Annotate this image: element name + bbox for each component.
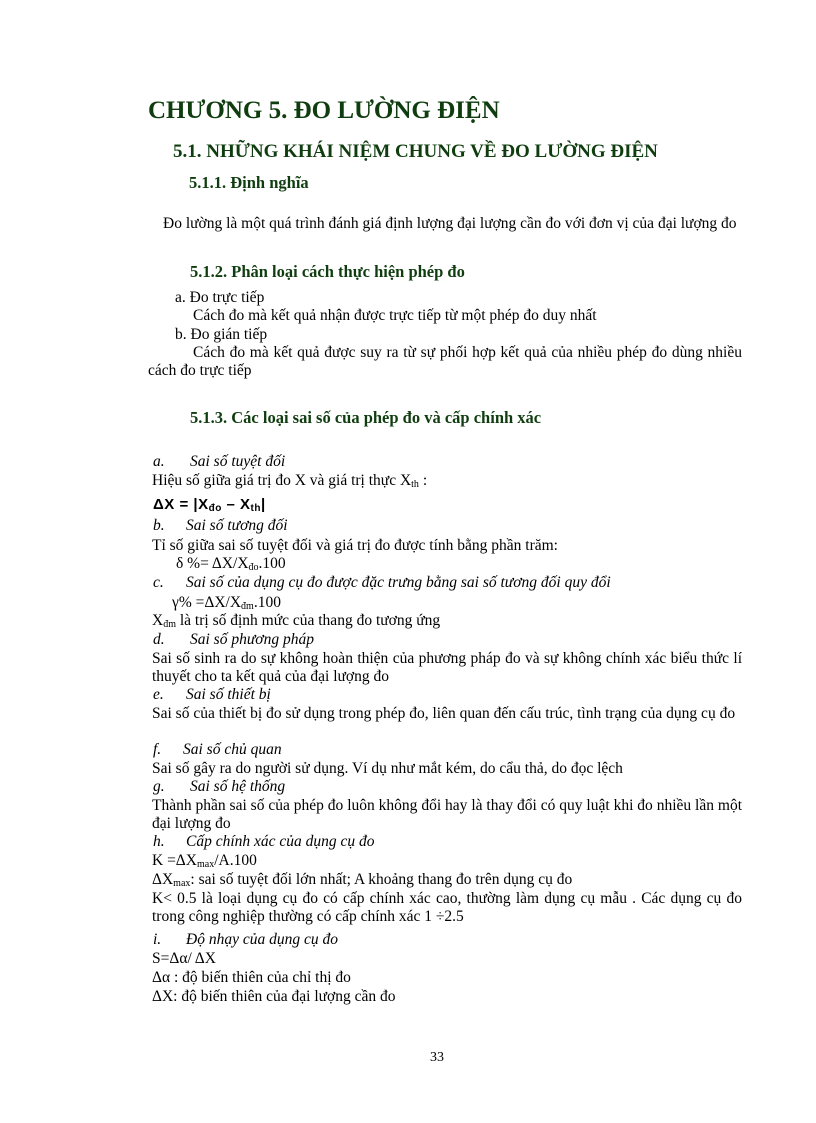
- subsection-heading-errors: 5.1.3. Các loại sai số của phép đo và cấp chính xác: [190, 408, 542, 427]
- device-error-title: Sai số thiết bị: [186, 686, 271, 703]
- relative-error-title: Sai số tương đối: [186, 517, 288, 534]
- accuracy-class-title: Cấp chính xác của dụng cụ đo: [186, 833, 375, 850]
- accuracy-class-text: K< 0.5 là loại dụng cụ đo có cấp chính xác cao, thường làm dụng cụ mẫu . Các dụng cụ đo trong công nghiệp thường có cấp chính xác 1 ÷2.5: [152, 890, 742, 925]
- item-label-h: h.: [153, 833, 165, 850]
- instrument-error-title: Sai số của dụng cụ đo được đặc trưng bằng sai số tương đối quy đổi: [186, 574, 611, 591]
- item-label-g: g.: [153, 778, 165, 795]
- definition-paragraph: Đo lường là một quá trình đánh giá định lượng đại lượng cần đo với đơn vị của đại lượng đo: [163, 215, 737, 232]
- absolute-error-formula: $\Delta X = |X_{đo} - X_{th}|$: [153, 496, 266, 514]
- max-error-note: $\Delta X_{max}$: sai số tuyệt đối lớn nhất; A khoảng thang đo trên dụng cụ đo: [152, 871, 573, 889]
- indicator-variation-note: Δα : độ biến thiên của chỉ thị đo: [152, 969, 351, 986]
- item-label-d: d.: [153, 631, 165, 648]
- quantity-variation-note: ΔX: độ biến thiên của đại lượng cần đo: [152, 988, 396, 1005]
- rated-value-note: $X_{đm}$ là trị số định mức của thang đo tương ứng: [152, 612, 441, 630]
- reduced-error-formula: $\gamma\% =\Delta X/X_{đm}.100$: [172, 594, 281, 612]
- chapter-title: CHƯƠNG 5. ĐO LƯỜNG ĐIỆN: [148, 97, 500, 124]
- item-label-e: e.: [153, 686, 164, 703]
- item-label-f: f.: [153, 741, 162, 758]
- device-error-text: Sai số của thiết bị đo sử dụng trong phép đo, liên quan đến cấu trúc, tình trạng của dụng cụ đo: [152, 705, 736, 722]
- item-label-i: i.: [153, 931, 162, 948]
- item-label-b: b.: [153, 517, 165, 534]
- indirect-measurement-label: b. Đo gián tiếp: [175, 326, 268, 343]
- direct-measurement-label: a. Đo trực tiếp: [175, 289, 265, 306]
- absolute-error-text: Hiệu số giữa giá trị đo X và giá trị thực $X_{th}$ :: [152, 472, 428, 490]
- page-number: 33: [430, 1050, 444, 1065]
- subjective-error-text: Sai số gây ra do người sử dụng. Ví dụ như mắt kém, do cẩu thả, do đọc lệch: [152, 760, 623, 777]
- absolute-error-title: Sai số tuyệt đối: [190, 453, 286, 470]
- accuracy-class-formula: $K =\Delta X_{max}/A.100$: [152, 852, 257, 870]
- relative-error-text: Tỉ số giữa sai số tuyệt đối và giá trị đo được tính bằng phần trăm:: [152, 537, 558, 554]
- systematic-error-title: Sai số hệ thống: [190, 778, 286, 795]
- subjective-error-title: Sai số chủ quan: [183, 741, 282, 758]
- indirect-measurement-desc: Cách đo mà kết quả được suy ra từ sự phối hợp kết quả của nhiều phép đo dùng nhiều cách đo trực tiếp: [148, 344, 742, 379]
- direct-measurement-desc: Cách đo mà kết quả nhận được trực tiếp từ một phép đo duy nhất: [193, 307, 597, 324]
- sensitivity-formula: S=Δα/ ΔX: [152, 950, 216, 967]
- systematic-error-text: Thành phần sai số của phép đo luôn không đổi hay là thay đổi có quy luật khi đo nhiều lần một đại lượng đo: [152, 797, 742, 832]
- sensitivity-title: Độ nhạy của dụng cụ đo: [186, 931, 338, 948]
- relative-error-formula: δ %= $\Delta X/X_{đo}.100$: [176, 555, 286, 573]
- section-title: 5.1. NHỮNG KHÁI NIỆM CHUNG VỀ ĐO LƯỜNG ĐIỆN: [173, 141, 658, 162]
- subsection-heading-classification: 5.1.2. Phân loại cách thực hiện phép đo: [190, 262, 465, 281]
- item-label-c: c.: [153, 574, 164, 591]
- item-label-a: a.: [153, 453, 165, 470]
- method-error-text: Sai số sinh ra do sự không hoàn thiện của phương pháp đo và sự không chính xác biểu thức lí thuyết cho ta kết quả của đại lượng đo: [152, 650, 742, 685]
- method-error-title: Sai số phương pháp: [190, 631, 314, 648]
- subsection-heading-definition: 5.1.1. Định nghĩa: [189, 173, 309, 192]
